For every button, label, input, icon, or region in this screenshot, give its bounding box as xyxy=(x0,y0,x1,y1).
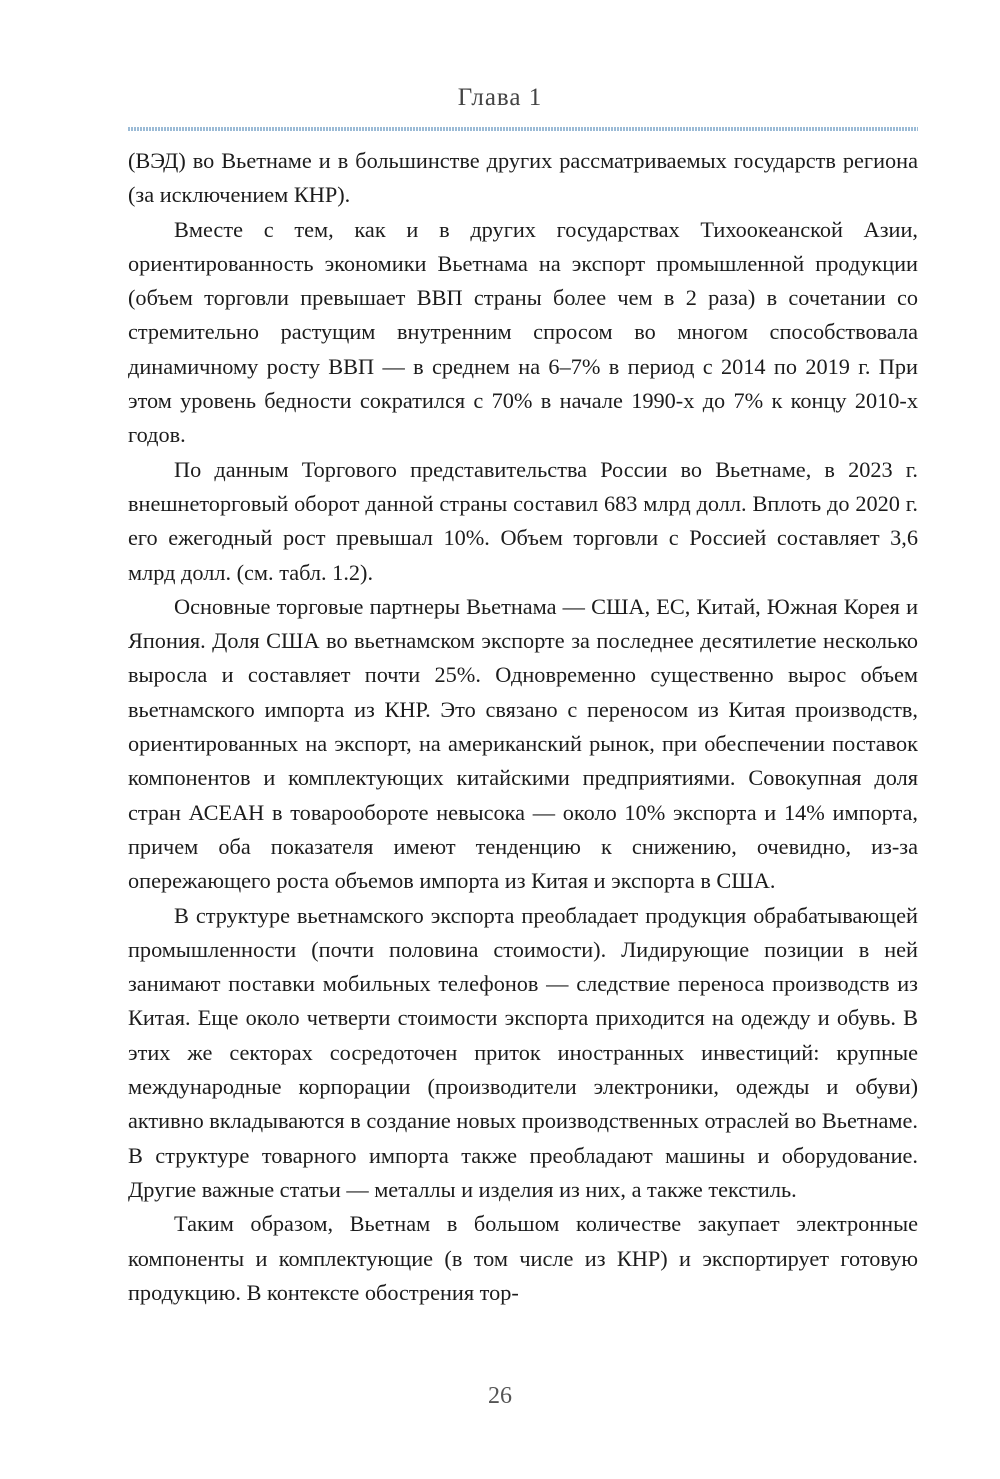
paragraph: Таким образом, Вьетнам в большом количестве закупает электронные компоненты и комплектующие (в том числе из КНР) и экспортирует готовую продукцию. В контексте обострения тор- xyxy=(128,1211,918,1305)
paragraph: Основные торговые партнеры Вьетнама — США, ЕС, Китай, Южная Корея и Япония. Доля США во вьетнамском экспорте за последнее десятилетие несколько выросла и составляет почти 25%. Одновременно существенно вырос объем вьетнамского импорта из КНР. Это связано с переносом из Китая производств, ориентированных на экспорт, на американский рынок, при обеспечении поставок компонентов и комплектующих китайскими предприятиями. Совокупная доля стран АСЕАН в товарообороте невысока — около 10% экспорта и 14% импорта, причем оба показателя имеют тенденцию к снижению, очевидно, из-за опережающего роста объемов импорта из Китая и экспорта в США. xyxy=(128,593,918,894)
header-dotted-rule xyxy=(128,127,918,131)
page-number: 26 xyxy=(488,1383,512,1409)
paragraph: В структуре вьетнамского экспорта преобладает продукция обрабатывающей промышленности (почти половина стоимости). Лидирующие позиции в ней занимают поставки мобильных телефонов — следствие переноса производств из Китая. Еще около четверти стоимости экспорта приходится на одежду и обувь. В этих же секторах сосредоточен приток иностранных инвестиций: крупные международные корпорации (производители электроники, одежды и обуви) активно вкладываются в создание новых производственных отраслей во Вьетнаме. В структуре товарного импорта также преобладают машины и оборудование. Другие важные статьи — металлы и изделия из них, а также текстиль. xyxy=(128,902,918,1202)
paragraph: По данным Торгового представительства России во Вьетнаме, в 2023 г. внешнеторговый оборот данной страны составил 683 млрд долл. Вплоть до 2020 г. его ежегодный рост превышал 10%. Объем торговли с Россией составляет 3,6 млрд долл. (см. табл. 1.2). xyxy=(128,456,918,585)
paragraph-continuation: (ВЭД) во Вьетнаме и в большинстве других рассматриваемых государств региона (за исключением КНР). xyxy=(128,148,918,208)
body-text xyxy=(128,144,918,1310)
paragraph: Вместе с тем, как и в других государствах Тихоокеанской Азии, ориентированность экономики Вьетнама на экспорт промышленной продукции (объем торговли превышает ВВП страны более чем в 2 раза) в сочетании со стремительно растущим внутренним спросом во многом способствовала динамичному росту ВВП — в среднем на 6–7% в период с 2014 по 2019 г. При этом уровень бедности сократился с 70% в начале 1990-х до 7% к концу 2010-х годов. xyxy=(128,216,918,448)
running-head-chapter-title: Глава 1 xyxy=(457,84,543,111)
